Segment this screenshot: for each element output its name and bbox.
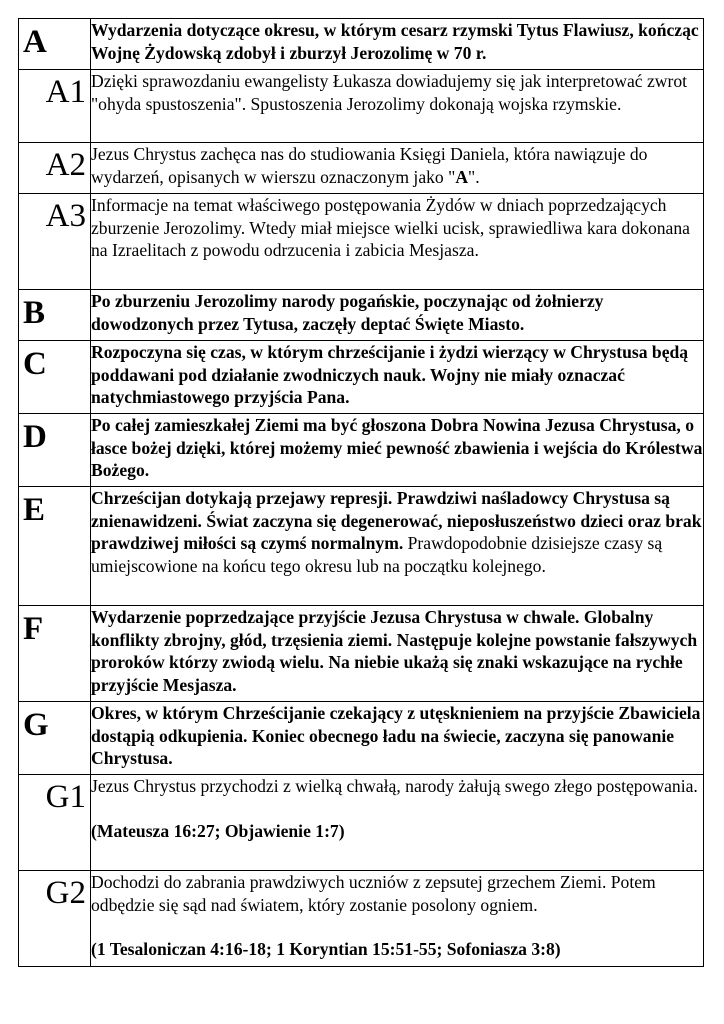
row-label: D xyxy=(19,414,91,487)
row-description xyxy=(91,414,704,487)
row-description xyxy=(91,341,704,414)
scripture-reference: (1 Tesaloniczan 4:16-18; 1 Koryntian 15:51-55; Sofoniasza 3:8) xyxy=(91,939,561,960)
plain-text: Jezus Chrystus zachęca nas do studiowania Księgi Daniela, która nawiązuje do wydarzeń, opisanych w wierszu oznaczonym jako " xyxy=(91,144,648,187)
row-description xyxy=(91,70,704,143)
row-label: G2 xyxy=(19,871,91,967)
plain-text: Prawdopodobnie dzisiejsze czasy są umiejscowione na końcu tego okresu lub na początku kolejnego. xyxy=(91,533,663,576)
plain-text: Jezus Chrystus przychodzi z wielką chwałą, narody żałują swego złego postępowania. xyxy=(91,776,698,796)
outline-row-g1 xyxy=(19,775,704,871)
row-label: A2 xyxy=(19,143,91,194)
row-description xyxy=(91,775,704,871)
outline-row-b xyxy=(19,290,704,341)
bold-text: Chrześcijan dotykają przejawy represji. Prawdziwi naśladowcy Chrystusa są znienawidzeni. Świat zaczyna się degenerować, nieposłuszeństwo dzieci oraz brak prawdziwej miłości są czymś normalnym. xyxy=(91,488,702,554)
outline-row-a2 xyxy=(19,143,704,194)
row-label: B xyxy=(19,290,91,341)
row-label: G xyxy=(19,702,91,775)
row-description xyxy=(91,290,704,341)
row-description xyxy=(91,143,704,194)
outline-row-c xyxy=(19,341,704,414)
bold-text: Okres, w którym Chrześcijanie czekający z utęsknieniem na przyjście Zbawiciela dostąpią odkupienia. Koniec obecnego ładu na świecie, zaczyna się panowanie Chrystusa. xyxy=(91,703,701,769)
outline-row-f xyxy=(19,606,704,702)
row-label: A xyxy=(19,19,91,70)
plain-text: Informacje na temat właściwego postępowania Żydów w dniach poprzedzających zburzenie Jerozolimy. Wtedy miał miejsce wielki ucisk, sprawiedliwa kara dokonana na Izraelitach z powodu odrzucenia i zabicia Mesjasza. xyxy=(91,195,690,261)
outline-row-g2 xyxy=(19,871,704,967)
bold-text: Wydarzenia dotyczące okresu, w którym cesarz rzymski Tytus Flawiusz, kończąc Wojnę Żydowską zdobył i zburzył Jerozolimę w 70 r. xyxy=(91,20,699,63)
bold-reference-letter: A xyxy=(455,166,469,187)
row-description xyxy=(91,19,704,70)
scripture-reference: (Mateusza 16:27; Objawienie 1:7) xyxy=(91,820,345,841)
row-description xyxy=(91,194,704,290)
outline-row-g xyxy=(19,702,704,775)
bold-text: Rozpoczyna się czas, w którym chrześcijanie i żydzi wierzący w Chrystusa będą poddawani pod działanie zwodniczych nauk. Wojny nie miały oznaczać natychmiastowego przyjścia Pana. xyxy=(91,342,689,408)
outline-row-a xyxy=(19,19,704,70)
row-description xyxy=(91,606,704,702)
timeline-outline-table xyxy=(18,18,704,967)
row-label: E xyxy=(19,487,91,606)
row-description xyxy=(91,702,704,775)
row-description xyxy=(91,487,704,606)
outline-row-e xyxy=(19,487,704,606)
outline-row-a3 xyxy=(19,194,704,290)
bold-text: Po zburzeniu Jerozolimy narody pogańskie, poczynając od żołnierzy dowodzonych przez Tytusa, zaczęły deptać Święte Miasto. xyxy=(91,291,604,334)
plain-text: Dochodzi do zabrania prawdziwych uczniów z zepsutej grzechem Ziemi. Potem odbędzie się sąd nad światem, który zostanie posolony ogniem. xyxy=(91,872,656,915)
row-label: G1 xyxy=(19,775,91,871)
row-label: F xyxy=(19,606,91,702)
row-label: C xyxy=(19,341,91,414)
plain-text: Dzięki sprawozdaniu ewangelisty Łukasza dowiadujemy się jak interpretować zwrot "ohyda spustoszenia". Spustoszenia Jerozolimy dokonają wojska rzymskie. xyxy=(91,71,688,114)
row-description xyxy=(91,871,704,967)
outline-row-d xyxy=(19,414,704,487)
row-label: A1 xyxy=(19,70,91,143)
outline-row-a1 xyxy=(19,70,704,143)
bold-text: Po całej zamieszkałej Ziemi ma być głoszona Dobra Nowina Jezusa Chrystusa, o łasce bożej dzięki, której możemy mieć pewność zbawienia i wejścia do Królestwa Bożego. xyxy=(91,415,703,481)
row-label: A3 xyxy=(19,194,91,290)
bold-text: Wydarzenie poprzedzające przyjście Jezusa Chrystusa w chwale. Globalny konflikty zbrojny, głód, trzęsienia ziemi. Następuje kolejne powstanie fałszywych proroków którzy zwiodą wielu. Na niebie ukażą się znaki wskazujące na rychłe przyjście Mesjasza. xyxy=(91,607,698,695)
plain-text: ". xyxy=(468,166,480,187)
